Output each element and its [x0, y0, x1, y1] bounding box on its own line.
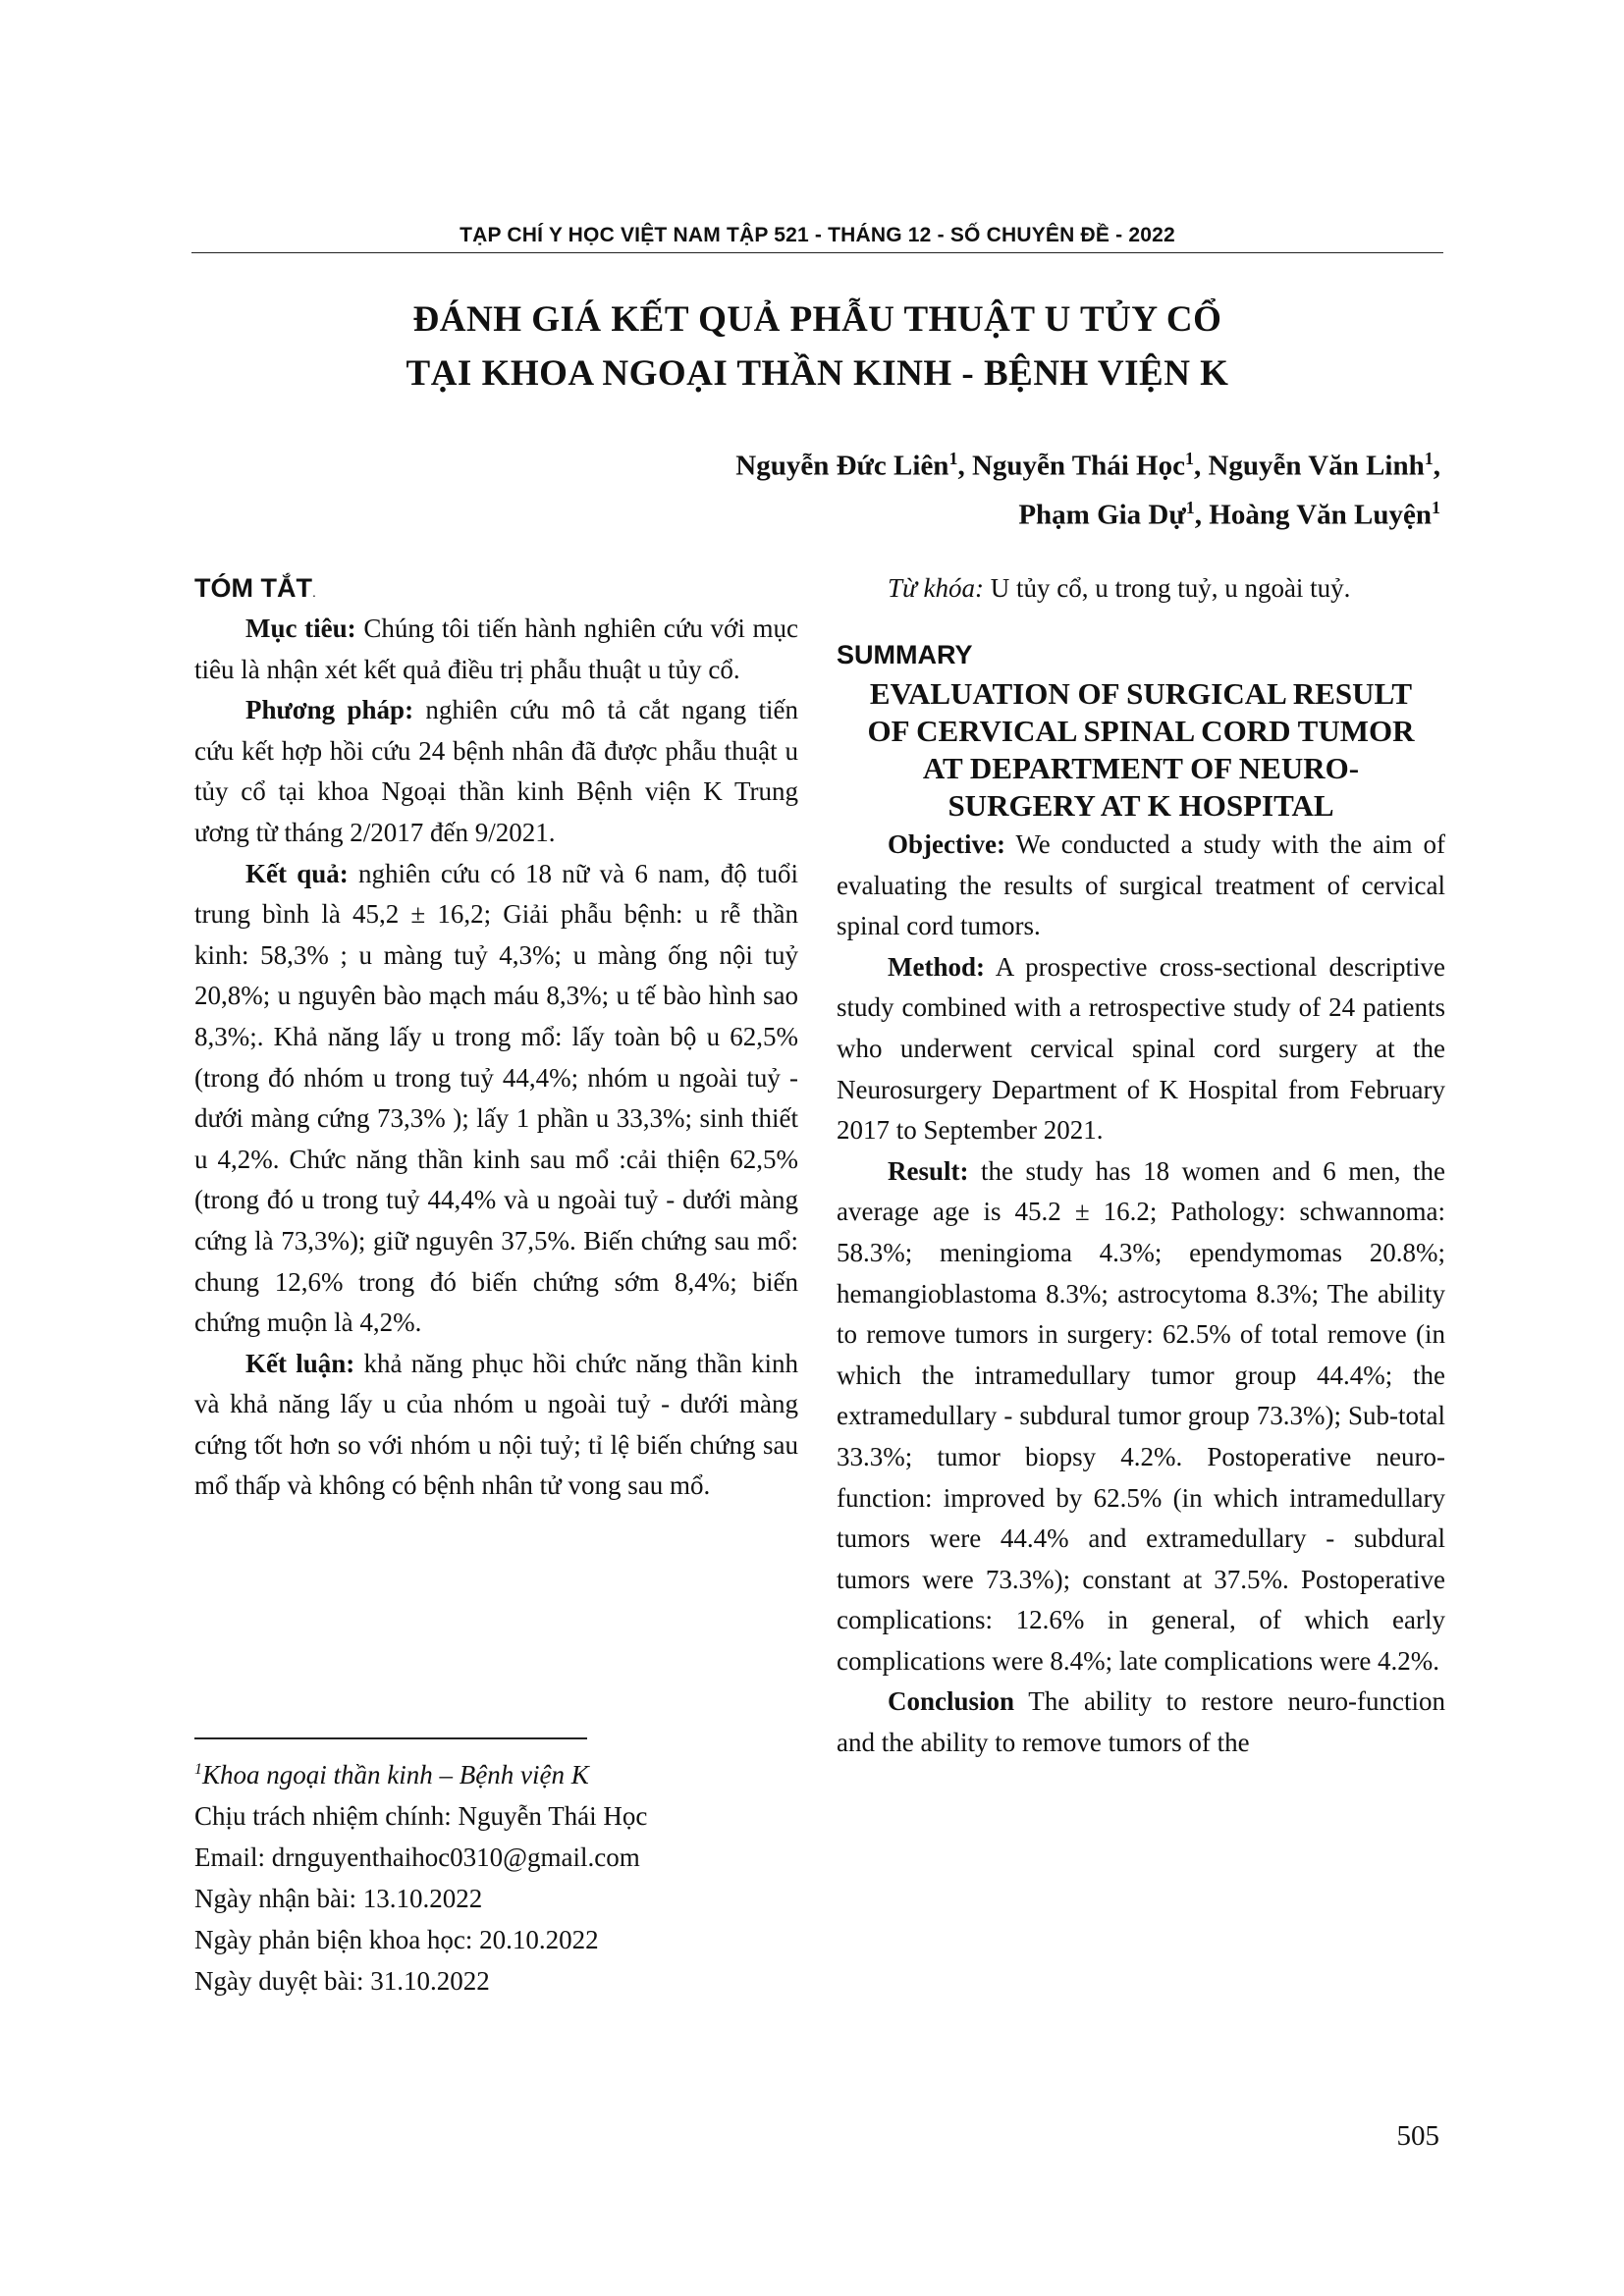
footnote-rule [194, 1737, 587, 1739]
abstract-en-objective [837, 825, 1445, 947]
page-number: 505 [1396, 2120, 1439, 2152]
result-text: the study has 18 women and 6 men, the average age is 45.2 ± 16.2; Pathology: schwannoma: 58.3%; meningioma 4.3%; ependymomas 20.8%; hemangioblastoma 8.3%; astrocytoma 8.3%; The ability to remove tumors in surgery: 62.5% of total remove (in which the intramedullary tumor group 44.4%; the extramedullary - subdural tumor group 73.3%); Sub-total 33.3%; tumor biopsy 4.2%. Postoperative neuro-function: improved by 62.5% (in which intramedullary tumors were 44.4% and extramedullary - subdural tumors were 73.3%); constant at 37.5%. Postoperative complications: 12.6% in general, of which early complications were 8.4%; late complications were 4.2%. [837, 1155, 1445, 1676]
method-text: A prospective cross-sectional descriptive study combined with a retrospective study of 24 patients who underwent cervical spinal cord surgery at the Neurosurgery Department of K Hospital from February 2017 to September 2021. [837, 951, 1445, 1146]
author-separator: , [1193, 450, 1209, 482]
english-title-line: AT DEPARTMENT OF NEURO- [922, 751, 1360, 785]
abstract-vi-heading: TÓM TẮT. [194, 573, 316, 603]
conclusion-label: Conclusion [888, 1686, 1015, 1717]
author-name: Nguyễn Đức Liên [735, 450, 949, 482]
objective-text: We conducted a study with the aim of evaluating the results of surgical treatment of cervical spinal cord tumors. [837, 829, 1445, 941]
summary-heading: SUMMARY [837, 640, 973, 669]
conclusion-label: Kết luận: [245, 1348, 355, 1378]
author-affiliation-sup: 1 [948, 449, 958, 468]
author-name: Nguyễn Thái Học [971, 450, 1185, 482]
keywords [837, 567, 1445, 609]
footnote-email: Email: drnguyenthaihoc0310@gmail.com [194, 1842, 640, 1872]
header-rule [191, 252, 1443, 253]
method-label: Method: [888, 951, 985, 982]
abstract-vi-objective [194, 609, 798, 690]
footnote-reviewed: Ngày phản biện khoa học: 20.10.2022 [194, 1925, 599, 1954]
conclusion-text: khả năng phục hồi chức năng thần kinh và khả năng lấy u của nhóm u ngoài tuỷ - dưới màng cứng tốt hơn so với nhóm u nội tuỷ; tỉ lệ biến chứng sau mổ thấp và không có bệnh nhân tử vong sau mổ. [194, 1348, 798, 1501]
left-column [194, 567, 798, 1507]
english-title [837, 675, 1445, 825]
author-affiliation-sup: 1 [1185, 497, 1195, 517]
conclusion-text: The ability to restore neuro-function and the ability to remove tumors of the [837, 1686, 1445, 1758]
abstract-vi-conclusion [194, 1344, 798, 1507]
author-name: Phạm Gia Dự [1018, 499, 1186, 531]
author-affiliation-sup: 1 [1184, 449, 1194, 468]
title-line-2: TẠI KHOA NGOẠI THẦN KINH - BỆNH VIỆN K [406, 353, 1229, 394]
affiliation-sup: 1 [194, 1761, 202, 1778]
objective-label: Objective: [888, 829, 1005, 859]
method-label: Phương pháp: [245, 695, 414, 725]
author-separator: , [1194, 499, 1210, 531]
results-text: nghiên cứu có 18 nữ và 6 nam, độ tuổi trung bình là 45,2 ± 16,2; Giải phẫu bệnh: u rễ thần kinh: 58,3% ; u màng tuỷ 4,3%; u màng ống nội tuỷ 20,8%; u nguyên bào mạch máu 8,3%; u tế bào hình sao 8,3%;. Khả năng lấy u trong mổ: lấy toàn bộ u 62,5% (trong đó nhóm u trong tuỷ 44,4%; nhóm u ngoài tuỷ - dưới màng cứng 73,3% ); lấy 1 phần u 33,3%; sinh thiết u 4,2%. Chức năng thần kinh sau mổ :cải thiện 62,5%(trong đó u trong tuỷ 44,4% và u ngoài tuỷ - dưới màng cứng là 73,3%); giữ nguyên 37,5%. Biến chứng sau mổ: chung 12,6% trong đó biến chứng sớm 8,4%; biến chứng muộn là 4,2%. [194, 858, 798, 1338]
author-affiliation-sup: 1 [1432, 497, 1440, 517]
title-line-1: ĐÁNH GIÁ KẾT QUẢ PHẪU THUẬT U TỦY CỔ [412, 299, 1222, 340]
authors-line-2 [459, 487, 1440, 536]
result-label: Result: [888, 1155, 969, 1186]
english-title-line: EVALUATION OF SURGICAL RESULT [869, 676, 1413, 711]
heading-dot: . [311, 584, 316, 600]
author-name: Nguyễn Văn Linh [1208, 450, 1425, 482]
abstract-en-conclusion [837, 1682, 1445, 1763]
author-separator: , [1433, 450, 1440, 482]
footnote-responsible: Chịu trách nhiệm chính: Nguyễn Thái Học [194, 1801, 648, 1831]
abstract-vi-method [194, 690, 798, 853]
abstract-en-method [837, 947, 1445, 1151]
journal-header: TẠP CHÍ Y HỌC VIỆT NAM TẬP 521 - THÁNG 12 - SỐ CHUYÊN ĐỀ - 2022 [460, 224, 1175, 246]
keywords-text: U tủy cổ, u trong tuỷ, u ngoài tuỷ. [983, 573, 1351, 603]
keywords-label: Từ khóa: [888, 573, 984, 603]
results-label: Kết quả: [245, 858, 349, 888]
author-list [459, 438, 1440, 535]
objective-text: Chúng tôi tiến hành nghiên cứu với mục tiêu là nhận xét kết quả điều trị phẫu thuật u tủy cổ. [194, 614, 798, 684]
author-name: Hoàng Văn Luyện [1209, 499, 1432, 531]
method-text: nghiên cứu mô tả cắt ngang tiến cứu kết hợp hồi cứu 24 bệnh nhân đã được phẫu thuật u tủy cổ tại khoa Ngoại thần kinh Bệnh viện K Trung ương từ tháng 2/2017 đến 9/2021. [194, 695, 798, 847]
english-title-line: SURGERY AT K HOSPITAL [947, 788, 1334, 823]
authors-line-1 [459, 438, 1440, 487]
affiliation-text: Khoa ngoại thần kinh – Bệnh viện K [202, 1760, 589, 1789]
abstract-en-result [837, 1151, 1445, 1682]
abstract-vi-results [194, 854, 798, 1344]
footnote-affiliation [194, 1749, 803, 1795]
english-title-line: OF CERVICAL SPINAL CORD TUMOR [867, 714, 1415, 748]
footnotes [194, 1749, 803, 2002]
objective-label: Mục tiêu: [245, 614, 356, 643]
footnote-received: Ngày nhận bài: 13.10.2022 [194, 1884, 483, 1913]
author-separator: , [957, 450, 972, 482]
article-title [191, 293, 1443, 400]
right-column [837, 567, 1445, 1764]
footnote-accepted: Ngày duyệt bài: 31.10.2022 [194, 1966, 490, 1996]
author-affiliation-sup: 1 [1424, 449, 1434, 468]
